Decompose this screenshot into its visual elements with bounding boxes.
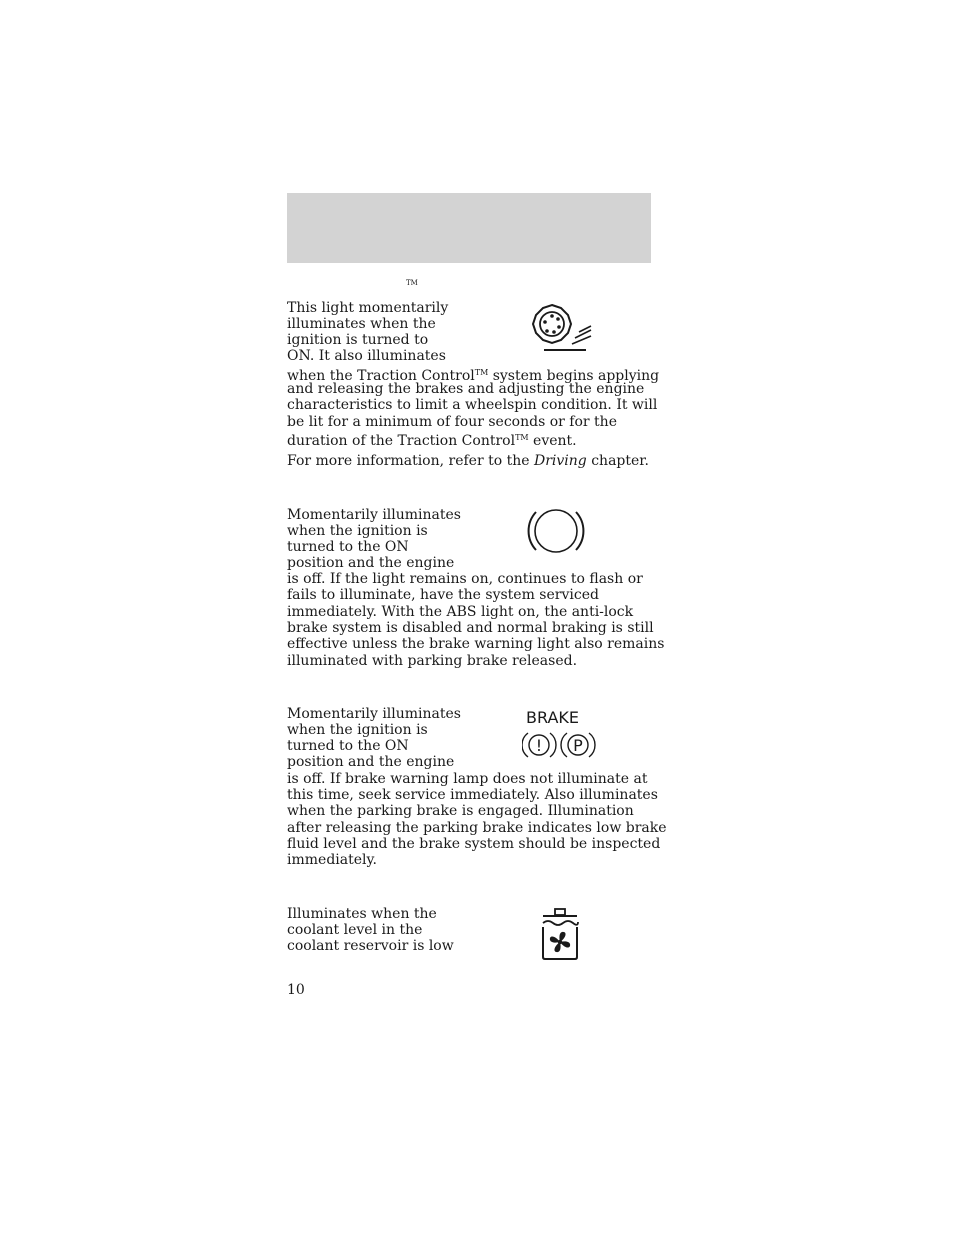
abs-text-line: Momentarily illuminates <box>287 507 461 523</box>
brake-text-line: when the parking brake is engaged. Illumination <box>287 803 634 819</box>
exclamation-icon: ! <box>535 736 543 755</box>
trademark-symbol: TM <box>406 279 418 287</box>
coolant-text-line: Illuminates when the <box>287 906 437 922</box>
trademark-symbol: TM <box>474 368 489 377</box>
abs-text-line: position and the engine <box>287 555 455 571</box>
abs-text-line: turned to the ON <box>287 539 409 555</box>
brake-warning-icon <box>522 730 598 760</box>
abs-text-line: brake system is disabled and normal braking is still <box>287 620 654 636</box>
brake-text-line: immediately. <box>287 852 377 868</box>
traction-text-line: characteristics to limit a wheelspin condition. It will <box>287 397 658 413</box>
traction-text-line: ON. It also illuminates <box>287 348 446 364</box>
brake-text-line: Momentarily illuminates <box>287 706 461 722</box>
brake-text-line: turned to the ON <box>287 738 409 754</box>
abs-text-line: effective unless the brake warning light also remains <box>287 636 665 652</box>
traction-text-line: and releasing the brakes and adjusting the engine <box>287 381 645 397</box>
brake-text-line: this time, seek service immediately. Also illuminates <box>287 787 658 803</box>
brake-text-line: after releasing the parking brake indicates low brake <box>287 820 667 836</box>
traction-text-line: duration of the Traction Control™ event. <box>287 433 577 449</box>
coolant-text-line: coolant reservoir is low <box>287 938 454 954</box>
brake-text-line: is off. If brake warning lamp does not illuminate at <box>287 771 648 787</box>
brake-icon-label: BRAKE <box>526 708 579 727</box>
traction-text-line: This light momentarily <box>287 300 449 316</box>
abs-warning-icon <box>526 506 586 556</box>
traction-text-line: ignition is turned to <box>287 332 429 348</box>
coolant-text-line: coolant level in the <box>287 922 423 938</box>
page-number: 10 <box>287 982 305 998</box>
traction-control-icon <box>528 302 596 354</box>
abs-text-line: fails to illuminate, have the system serviced <box>287 587 599 603</box>
section-header-band <box>287 193 651 263</box>
brake-text-line: fluid level and the brake system should be inspected <box>287 836 661 852</box>
abs-text-line: when the ignition is <box>287 523 428 539</box>
parking-p-icon: P <box>573 736 583 755</box>
traction-text-line: when the Traction Control™ system begins applying <box>287 368 660 384</box>
driving-chapter-reference: For more information, refer to the Driving chapter. <box>287 453 649 469</box>
abs-text-line: is off. If the light remains on, continues to flash or <box>287 571 643 587</box>
abs-text-line: immediately. With the ABS light on, the anti-lock <box>287 604 634 620</box>
trademark-symbol: TM <box>515 433 529 442</box>
brake-text-line: when the ignition is <box>287 722 428 738</box>
abs-text-line: illuminated with parking brake released. <box>287 653 578 669</box>
brake-text-line: position and the engine <box>287 754 455 770</box>
traction-text-line: illuminates when the <box>287 316 436 332</box>
traction-text-line: be lit for a minimum of four seconds or for the <box>287 414 617 430</box>
low-coolant-icon <box>538 906 582 962</box>
